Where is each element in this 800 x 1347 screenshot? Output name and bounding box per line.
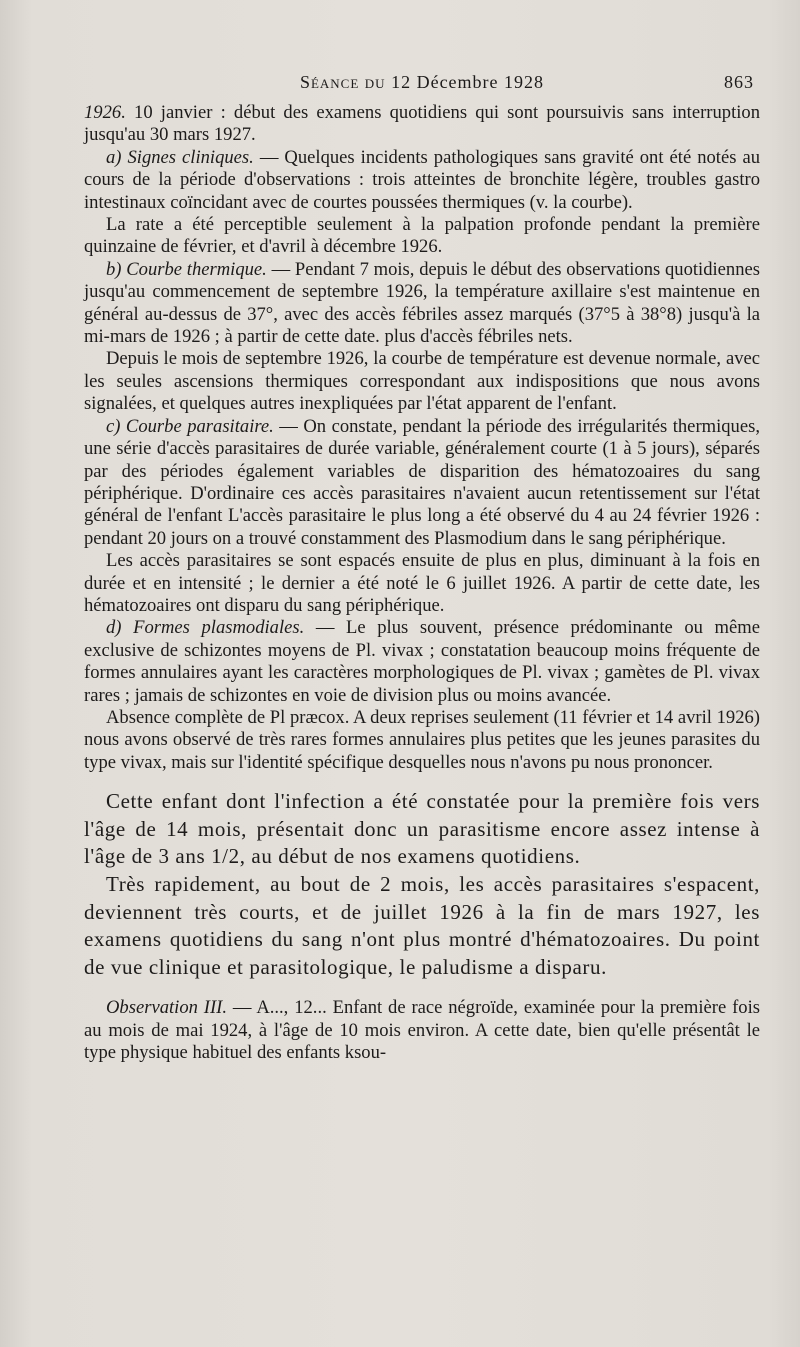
paragraph bbox=[84, 617, 760, 707]
paragraph-text: Absence complète de Pl præcox. A deux reprises seulement (11 février et 14 avril 1926) nous avons observé de très rares formes annulaires plus petites que les jeunes parasites du type vivax, mais sur l'identité spécifique desquelles nous n'avons pu nous prononcer. bbox=[84, 706, 760, 773]
paragraph: Cette enfant dont l'infection a été constatée pour la première fois vers l'âge de 14 mois, présentait donc un parasitisme encore assez intense à l'âge de 3 ans 1/2, au début de nos examens quotidiens. bbox=[84, 789, 760, 869]
paragraph bbox=[84, 550, 760, 617]
header-title-date: 12 Décembre 1928 bbox=[391, 72, 545, 92]
paragraph-text: — Quelques incidents pathologiques sans gravité ont été notés au cours de la période d'observations : trois atteintes de bronchite légère, troubles gastro intestinaux coïncidant avec de courtes poussées thermiques (v. la courbe). bbox=[84, 146, 760, 213]
paragraph-lead: 1926. bbox=[84, 102, 126, 123]
paragraph bbox=[84, 997, 760, 1064]
paragraph-lead: Observation III. bbox=[106, 997, 228, 1019]
paragraph-text: — On constate, pendant la période des irrégularités thermiques, une série d'accès parasitaires de durée variable, généralement courte (1 à 5 jours), séparés par des périodes également variables de disparition des hématozoaires du sang périphérique. D'ordinaire ces accès parasitaires n'avaient aucun retentissement sur l'état général de l'enfant L'accès parasitaire le plus long a été observé du 4 au 24 février 1926 : pendant 20 jours on a trouvé constamment des Plasmodium dans le sang périphérique. bbox=[84, 415, 760, 549]
page-number: 863 bbox=[724, 72, 754, 92]
paragraph-lead: c) Courbe parasitaire. bbox=[106, 415, 274, 437]
paragraph-lead: b) Courbe thermique. bbox=[106, 258, 267, 280]
paragraph: Très rapidement, au bout de 2 mois, les accès parasitaires s'espacent, deviennent très courts, et de juillet 1926 à la fin de mars 1927, les examens quotidiens du sang n'ont plus montré d'hématozoaires. Du point de vue clinique et parasitologique, le paludisme a disparu. bbox=[84, 871, 760, 979]
paragraph bbox=[84, 348, 760, 415]
header-title-prefix: Séance du bbox=[299, 72, 386, 92]
paragraph-text: — Le plus souvent, présence prédominante ou même exclusive de schizontes moyens de Pl. vivax ; constatation beaucoup moins fréquente de formes annulaires ayant les caractères morphologiques de Pl. vivax ; gamètes de Pl. vivax rares ; jamais de schizontes en voie de division plus ou moins avancée. bbox=[84, 617, 760, 706]
paragraph-lead: a) Signes cliniques. bbox=[106, 146, 254, 168]
paragraph bbox=[84, 707, 760, 774]
paragraph bbox=[84, 214, 760, 259]
paragraph-text: — A..., 12... Enfant de race négroïde, examinée pour la première fois au mois de mai 1924, à l'âge de 10 mois environ. A cette date, bien qu'elle présentât le type physique habituel des enfants ksou- bbox=[84, 997, 760, 1064]
observation-details bbox=[84, 102, 760, 774]
commentary bbox=[84, 788, 760, 981]
paragraph bbox=[84, 416, 760, 550]
paragraph-text: — Pendant 7 mois, depuis le début des observations quotidiennes jusqu'au commencement de septembre 1926, la température axillaire s'est maintenue en général au-dessus de 37°, avec des accès fébriles assez marqués (37°5 à 38°8) jusqu'à la mi-mars de 1926 ; à partir de cette date. plus d'accès fébriles nets. bbox=[84, 258, 761, 348]
paragraph bbox=[84, 102, 760, 147]
paragraph-text: Depuis le mois de septembre 1926, la courbe de température est devenue normale, avec les seules ascensions thermiques correspondant aux indispositions que nous avons signalées, et quelques autres inexpliquées par l'état apparent de l'enfant. bbox=[84, 348, 760, 415]
paragraph-text: La rate a été perceptible seulement à la palpation profonde pendant la première quinzaine de février, et d'avril à décembre 1926. bbox=[84, 214, 760, 258]
observation-iii bbox=[84, 997, 760, 1064]
paragraph-text: Les accès parasitaires se sont espacés ensuite de plus en plus, diminuant à la fois en durée et en intensité ; le dernier a été noté le 6 juillet 1926. A partir de cette date, les hématozoaires ont disparu du sang périphérique. bbox=[84, 550, 760, 616]
paragraph bbox=[84, 147, 760, 214]
paragraph-text: 10 janvier : début des examens quotidiens qui sont poursuivis sans interruption jusqu'au 30 mars 1927. bbox=[84, 102, 760, 146]
running-header bbox=[84, 62, 760, 102]
header-title bbox=[300, 72, 544, 93]
paragraph-lead: d) Formes plasmodiales. bbox=[106, 617, 305, 639]
paragraph bbox=[84, 259, 760, 349]
